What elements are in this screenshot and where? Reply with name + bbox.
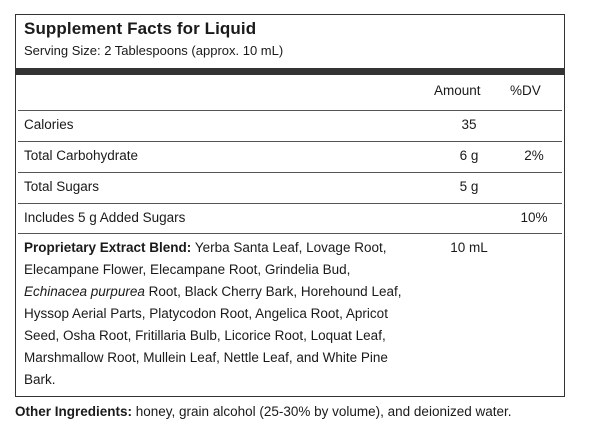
other-ingredients [15,404,512,419]
nutrient-dv: 10% [520,210,548,225]
other-ingredients-label: Other Ingredients: [15,404,133,419]
nutrient-amount: 6 g [459,148,479,163]
thick-divider [16,68,564,75]
nutrient-amount: 5 g [459,179,479,194]
proprietary-blend [24,237,404,391]
amount-header: Amount [434,83,481,98]
serving-size: Serving Size: 2 Tablespoons (approx. 10 mL) [24,43,284,58]
blend-ingredient-italic: Echinacea purpurea [24,284,145,299]
dv-header: %DV [510,83,541,98]
blend-amount: 10 mL [450,240,488,255]
table-row [24,142,556,172]
nutrient-amount: 35 [461,117,477,132]
table-row [24,204,556,234]
nutrient-name: Total Carbohydrate [24,148,139,163]
facts-title: Supplement Facts for Liquid [24,19,257,38]
blend-ingredients-b: Root, Black Cherry Bark, Horehound Leaf, Hyssop Aerial Parts, Platycodon Root, Angelica Root, Apricot Seed, Osha Root, Fritillaria Bulb, Licorice Root, Loquat Leaf, Marshmallow Root, Mullein Leaf, Nettle Leaf, and White Pine Bark. [24,284,402,387]
nutrient-name: Calories [24,117,74,132]
row-divider [18,233,562,234]
nutrient-dv: 2% [524,148,544,163]
blend-ingredients-a: Yerba Santa Leaf, Lovage Root, Elecampane Flower, Elecampane Root, Grindelia Bud, [24,240,387,277]
table-row [24,173,556,203]
other-ingredients-text: honey, grain alcohol (25-30% by volume), and deionized water. [132,404,512,419]
blend-label: Proprietary Extract Blend: [24,240,192,255]
nutrient-name: Includes 5 g Added Sugars [24,210,186,225]
nutrient-name: Total Sugars [24,179,100,194]
supplement-facts-panel [15,14,565,397]
table-row [24,111,556,141]
